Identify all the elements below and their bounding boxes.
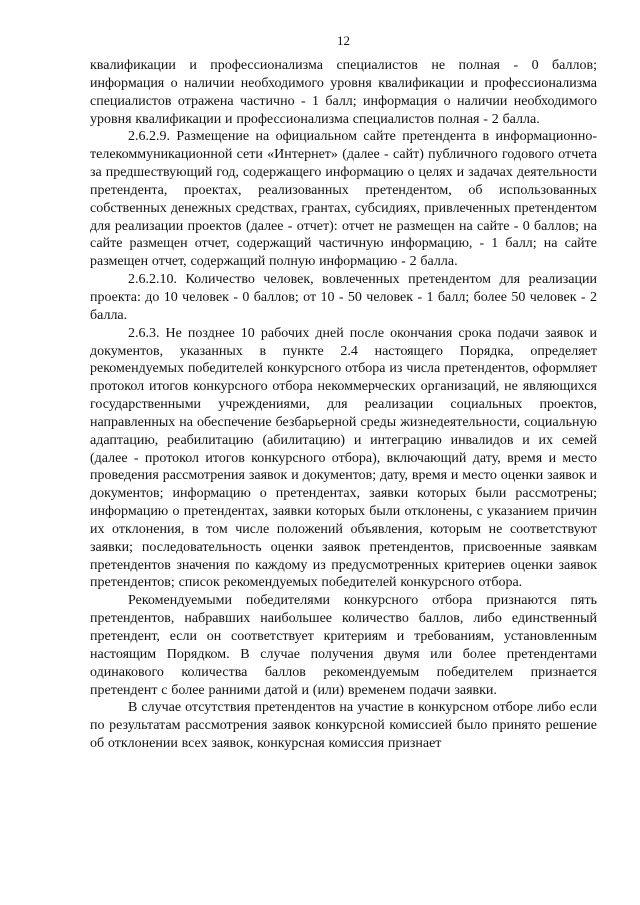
paragraph-2-6-3: 2.6.3. Не позднее 10 рабочих дней после окончания срока подачи заявок и документов, указанных в пункте 2.4 настоящего Порядка, определяет рекомендуемых победителей конкурсного отбора из числа претендентов, оформляет протокол итогов конкурсного отбора некоммерческих организаций, не являющихся государственными учреждениями, для реализации социальных проектов, направленных на обеспечение безбарьерной среды жизнедеятельности, социальную адаптацию, реабилитацию (абилитацию) и интеграцию инвалидов и их семей (далее - протокол итогов конкурсного отбора), включающий дату, время и место проведения рассмотрения заявок и документов; дату, время и место оценки заявок и документов; информацию о претендентах, заявки которых были рассмотрены; информацию о претендентах, заявки которых были отклонены, с указанием причин их отклонения, в том числе положений объявления, которым не соответствуют заявки; последовательность оценки заявок претендентов, присвоенные заявкам претендентов значения по каждому из предусмотренных критериев оценки заявок претендентов; список рекомендуемых победителей конкурсного отбора.	[90, 325, 597, 591]
paragraph-qualification-criteria: квалификации и профессионализма специалистов не полная - 0 баллов; информация о наличии необходимого уровня квалификации и профессионализма специалистов отражена частично - 1 балл; информация о наличии необходимого уровня квалификации и профессионализма специалистов полная - 2 балла.	[90, 58, 597, 127]
document-page	[90, 33, 597, 753]
paragraph-2-6-2-10: 2.6.2.10. Количество человек, вовлеченных претендентом для реализации проекта: до 10 человек - 0 баллов; от 10 - 50 человек - 1 балл; более 50 человек - 2 балла.	[90, 272, 597, 323]
page-number: 12	[337, 33, 350, 48]
paragraph-2-6-2-9: 2.6.2.9. Размещение на официальном сайте претендента в информационно-телекоммуникационной сети «Интернет» (далее - сайт) публичного годового отчета за предшествующий год, содержащего информацию о целях и задачах деятельности претендента, проектах, реализованных претендентом, об использованных собственных денежных средствах, грантах, субсидиях, привлеченных претендентом для реализации проектов (далее - отчет): отчет не размещен на сайте - 0 баллов; на сайте размещен отчет, содержащий частичную информацию, - 1 балл; на сайте размещен отчет, содержащий полную информацию - 2 балла.	[90, 129, 597, 270]
paragraph-recommended-winners: Рекомендуемыми победителями конкурсного отбора признаются пять претендентов, набравших наибольшее количество баллов, либо единственный претендент, если он соответствует критериям и требованиям, установленным настоящим Порядком. В случае получения двумя или более претендентами одинакового количества баллов рекомендуемым победителем признается претендент с более ранними датой и (или) временем подачи заявки.	[90, 593, 597, 698]
paragraph-no-applicants: В случае отсутствия претендентов на участие в конкурсном отборе либо если по результатам рассмотрения заявок конкурсной комиссией было принято решение об отклонении всех заявок, конкурсная комиссия признает	[90, 700, 597, 752]
